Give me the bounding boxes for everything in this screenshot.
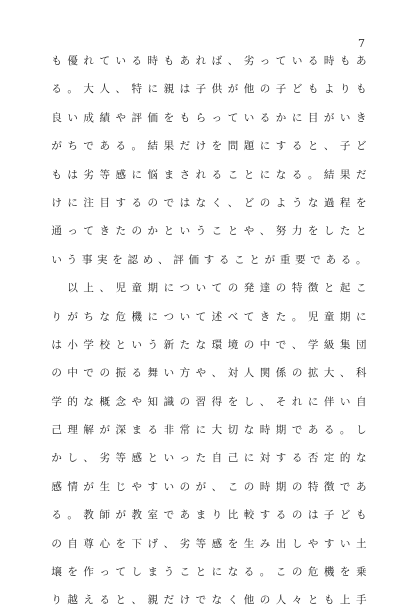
text-line: の 自 尊 心 を 下 げ 、 劣 等 感 を 生 み 出 し や す い 土 xyxy=(51,537,367,550)
text-line: 壌 を 作 っ て し ま う こ と に な る 。 こ の 危 機 を 乗 xyxy=(51,566,367,579)
text-line: り が ち な 危 機 に つ い て 述 べ て き た 。 児 童 期 に xyxy=(51,310,367,323)
text-line: も は 劣 等 感 に 悩 ま さ れ る こ と に な る 。 結 果 だ xyxy=(51,168,367,181)
text-line: け に 注 目 す る の で は な く 、 ど の よ う な 過 程 を xyxy=(51,196,367,209)
text-line: も 優 れ て い る 時 も あ れ ば 、 劣 っ て い る 時 も あ xyxy=(51,55,367,67)
text-line: り 越 え る と 、 親 だ け で な く 他 の 人 々 と も 上 手 xyxy=(51,594,367,607)
text-line: る 。 大 人 、 特 に 親 は 子 供 が 他 の 子 ど も よ り も xyxy=(51,83,367,96)
text-line: る 。 教 師 が 教 室 で あ ま り 比 較 す る の は 子 ど も xyxy=(51,509,367,522)
text-line: 感 情 が 生 じ や す い の が 、 こ の 時 期 の 特 徴 で あ xyxy=(51,480,367,493)
text-line: 己 理 解 が 深 ま る 非 常 に 大 切 な 時 期 で あ る 。 し xyxy=(51,424,367,437)
text-line: 通 っ て き た の か と い う こ と や 、 努 力 を し た と xyxy=(51,225,367,238)
text-line: は 小 学 校 と い う 新 た な 環 境 の 中 で 、 学 級 集 団 xyxy=(51,338,367,351)
body-text xyxy=(49,47,369,615)
text-line: か し 、 劣 等 感 と い っ た 自 己 に 対 す る 否 定 的 な xyxy=(51,452,367,465)
text-line: の 中 で の 振 る 舞 い 方 や 、 対 人 関 係 の 拡 大 、 科 xyxy=(51,367,367,380)
page-number: 7 xyxy=(358,37,365,50)
text-line: い う 事 実 を 認 め 、 評 価 す る こ と が 重 要 で あ る 。 xyxy=(51,253,367,266)
text-line: 良 い 成 績 や 評 価 を も ら っ て い る か に 目 が い き xyxy=(51,111,367,124)
text-line: 以 上 、 児 童 期 に つ い て の 発 達 の 特 徴 と 起 こ xyxy=(67,282,367,295)
text-line: が ち で あ る 。 結 果 だ け を 問 題 に す る と 、 子 ど xyxy=(51,140,367,153)
text-line: 学 的 な 概 念 や 知 識 の 習 得 を し 、 そ れ に 伴 い 自 xyxy=(51,395,367,408)
